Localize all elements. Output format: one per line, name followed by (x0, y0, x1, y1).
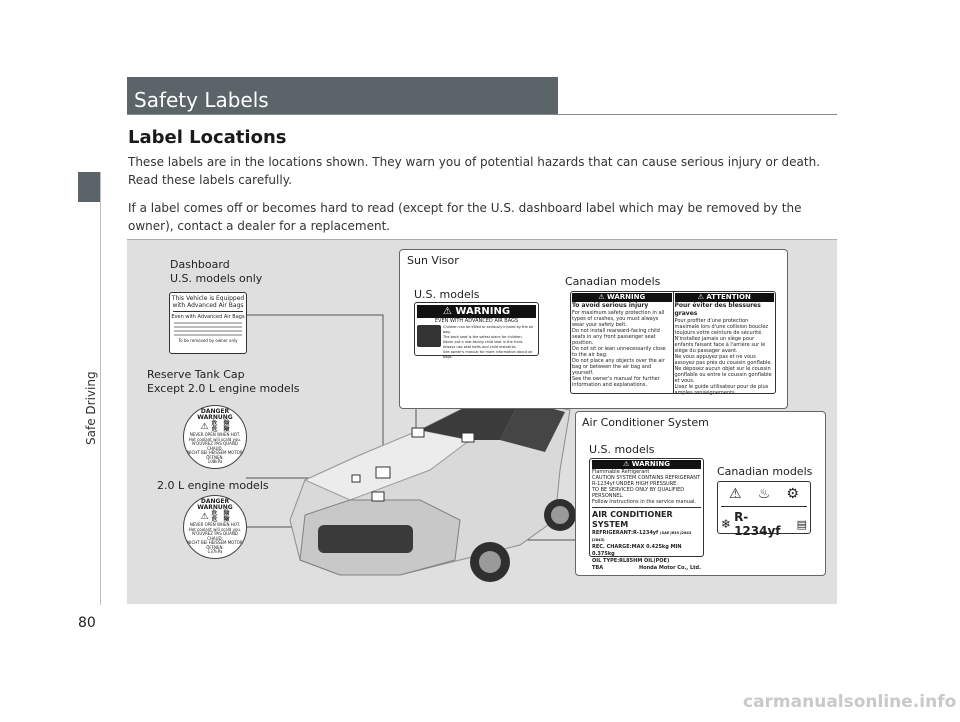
ac-us-oil: OIL TYPE:RL85HM OIL(POE) (592, 558, 670, 564)
warning-triangle-icon: ⚠ (200, 512, 209, 522)
tank2-kanji-1: 危 険 (211, 510, 230, 517)
ac-us-line-5: Follow Instructions in the service manual. (592, 499, 696, 505)
visor-marker-left (412, 428, 424, 437)
tank-pressure: 108kPa (207, 459, 223, 464)
engine-caption: 2.0 L engine models (157, 479, 269, 492)
snowflake-icon: ❄ (721, 517, 732, 531)
tank2-line-3: N'OUVREZ PAS QUAND CHAUD. (192, 531, 238, 541)
ac-us-warning-header: ⚠ WARNING (592, 460, 701, 469)
visor-ca-warning-header: ⚠ WARNING (572, 293, 672, 302)
dashboard-sub-caption: U.S. models only (170, 272, 263, 285)
airbag-child-icon (417, 325, 441, 347)
visor-ca-fr-heading: Pour éviter des blessures graves (674, 302, 761, 317)
reserve-tank-caption: Reserve Tank Cap (147, 368, 245, 381)
car-front-rim (479, 551, 501, 573)
ac-us-system: AIR CONDITIONER SYSTEM (592, 510, 673, 529)
ac-us-charge: REC. CHARGE:MAX 0.425kg MIN 0.375kg (592, 544, 682, 557)
visor-ca-en-heading: To avoid serious injury (572, 302, 649, 309)
flame-icon: ♨ (757, 486, 771, 502)
tank2-kanji-2: 危 險 (211, 516, 230, 523)
dashboard-label-sub: Even with Advanced Air Bags (171, 314, 245, 320)
ac-canadian-label (717, 481, 811, 538)
ac-marker (372, 492, 384, 501)
ac-canadian-caption: Canadian models (717, 465, 813, 478)
ac-us-line-4: TO BE SERVICED ONLY BY QUALIFIED PERSONNEL. (592, 487, 685, 499)
ac-us-maker: Honda Motor Co., Ltd. (638, 565, 701, 571)
visor-us-warning-header: ⚠ WARNING (417, 305, 536, 318)
tank2-line-1: NEVER OPEN WHEN HOT. (189, 522, 241, 527)
caution-triangle-icon: ⚠ (729, 486, 742, 502)
warning-triangle-icon: ⚠ (200, 422, 209, 432)
visor-marker-right (462, 433, 474, 442)
ac-title: Air Conditioner System (582, 416, 709, 429)
visor-ca-en-bullet-2: Do not install rearward-facing child seats in any front passenger seat position. (572, 328, 660, 346)
visor-ca-en-bullet-1: For maximum safety protection in all types of crashes, you must always wear your safety belt. (572, 310, 665, 328)
dashboard-label-marker (376, 467, 390, 478)
sun-visor-title: Sun Visor (407, 254, 459, 267)
service-person-icon: ⚙ (786, 486, 799, 502)
visor-ca-fr-bullet-1: Pour profiter d'une protection maximale lors d'une collision bouclez toujours votre ceinture de sécurité. (674, 318, 769, 336)
tank2-line-4: NICHT BEI HEISSEM MOTOR ÖFFNEN. (187, 540, 243, 550)
tank-marker (352, 475, 360, 482)
visor-us-bullet-1: Children can be killed or seriously injured by the air bag. (443, 325, 534, 334)
manual-book-icon: ▤ (796, 517, 807, 531)
visor-ca-en-bullet-5: See the owner's manual for further information and explanations. (572, 376, 660, 388)
visor-ca-en-bullet-4: Do not place any objects over the air bag or between the air bag and yourself. (572, 358, 665, 376)
tank-line-3: N'OUVREZ PAS QUAND CHAUD. (192, 441, 238, 451)
visor-ca-fr-bullet-3: Ne vous appuyez pas et ne vous assoyez pas près du coussin gonflable. (674, 354, 773, 366)
ac-us-label (589, 458, 704, 571)
section-label: Safe Driving (84, 371, 98, 445)
ac-ca-refrigerant: R-1234yf (734, 510, 781, 538)
ac-us-line-2: CAUTION SYSTEM CONTAINS REFRIGERANT (592, 475, 701, 481)
visor-ca-attention-header: ⚠ ATTENTION (675, 293, 775, 302)
ac-us-line-1: Flammable Refrigerant (592, 469, 650, 475)
tank2-line-2: Hot coolant will scald you. (188, 526, 242, 532)
tank-line-1: NEVER OPEN WHEN HOT. (189, 432, 241, 437)
visor-ca-fr-bullet-2: N'installez jamais un siège pour enfants faisant face à l'arrière sur le siège du passager avant. (674, 336, 766, 354)
car-rear-rim (551, 506, 569, 524)
visor-ca-fr-bullet-5: Lisez le guide utilisateur pour de plus amples renseignements. (674, 384, 769, 396)
tank2-warnung-text: WARNUNG (197, 504, 233, 511)
visor-us-bullet-4: Always use seat belts and child restraints. (443, 345, 517, 349)
visor-us-bullet-5: See owner's manual for more information about air bags. (443, 350, 533, 359)
ac-us-ref-standard: (SAE J639 J2843 J2845) (592, 531, 692, 542)
dashboard-label-footer: To be removed by owner only (178, 338, 238, 343)
visor-us-sub: EVEN WITH ADVANCED AIR BAGS (434, 318, 519, 324)
reserve-tank-cap-label (183, 405, 247, 469)
ac-us-tba: TBA (592, 565, 604, 571)
ac-us-caption: U.S. models (589, 443, 655, 456)
visor-canadian-caption: Canadian models (565, 275, 661, 288)
visor-canadian-label (570, 291, 776, 394)
visor-us-bullet-2: The back seat is the safest place for children. (443, 335, 523, 339)
tank-kanji-2: 危 險 (211, 426, 230, 433)
ac-us-refrigerant: REFRIGERANT:R-1234yf (592, 530, 659, 536)
visor-us-caption: U.S. models (414, 288, 480, 301)
tank-kanji-1: 危 険 (211, 420, 230, 427)
tank2-danger-text: DANGER (200, 498, 230, 505)
dashboard-airbag-label (169, 292, 247, 354)
section-heading: Label Locations (128, 127, 287, 148)
tank-warnung-text: WARNUNG (197, 414, 233, 421)
tank-danger-text: DANGER (200, 408, 230, 415)
engine-tank-cap-label (183, 495, 247, 559)
warning-triangle-icon: ⚠ (442, 306, 456, 317)
page-title: Safety Labels (134, 88, 269, 112)
watermark: carmanualsonline.info (743, 692, 957, 712)
warning-triangle-icon: ⚠ (697, 293, 707, 301)
visor-ca-fr-bullet-4: Ne déposez aucun objet sur le coussin gonflable ou entre le coussin gonflable et vous. (674, 366, 772, 384)
tank-line-4: NICHT BEI HEISSEM MOTOR ÖFFNEN. (187, 450, 243, 460)
ac-us-line-3: R-1234yf UNDER HIGH PRESSURE. (592, 481, 678, 487)
page-number: 80 (78, 615, 96, 631)
visor-ca-en-bullet-3: Do not sit or lean unnecessarily close to the air bag. (572, 346, 666, 358)
intro-paragraph: These labels are in the locations shown. They warn you of potential hazards that can cause serious injury or death. Read these labels carefully. (128, 155, 821, 187)
visor-us-label (414, 302, 539, 359)
dashboard-label-title: This Vehicle is Equipped with Advanced Air Bags (171, 295, 245, 309)
car-grille (318, 525, 413, 553)
visor-us-bullet-3: Never put a rear-facing child seat in the front. (443, 340, 524, 344)
replacement-paragraph: If a label comes off or becomes hard to read (except for the U.S. dashboard label which may be removed by the owner), contact a dealer for a replacement. (128, 201, 802, 233)
reserve-tank-sub-caption: Except 2.0 L engine models (147, 382, 300, 395)
warning-triangle-icon: ⚠ (623, 460, 632, 468)
warning-triangle-icon: ⚠ (598, 293, 607, 301)
tank-line-2: Hot coolant will scald you. (188, 436, 242, 442)
dashboard-caption: Dashboard (170, 258, 230, 271)
tank2-pressure: 137kPa (207, 549, 223, 554)
